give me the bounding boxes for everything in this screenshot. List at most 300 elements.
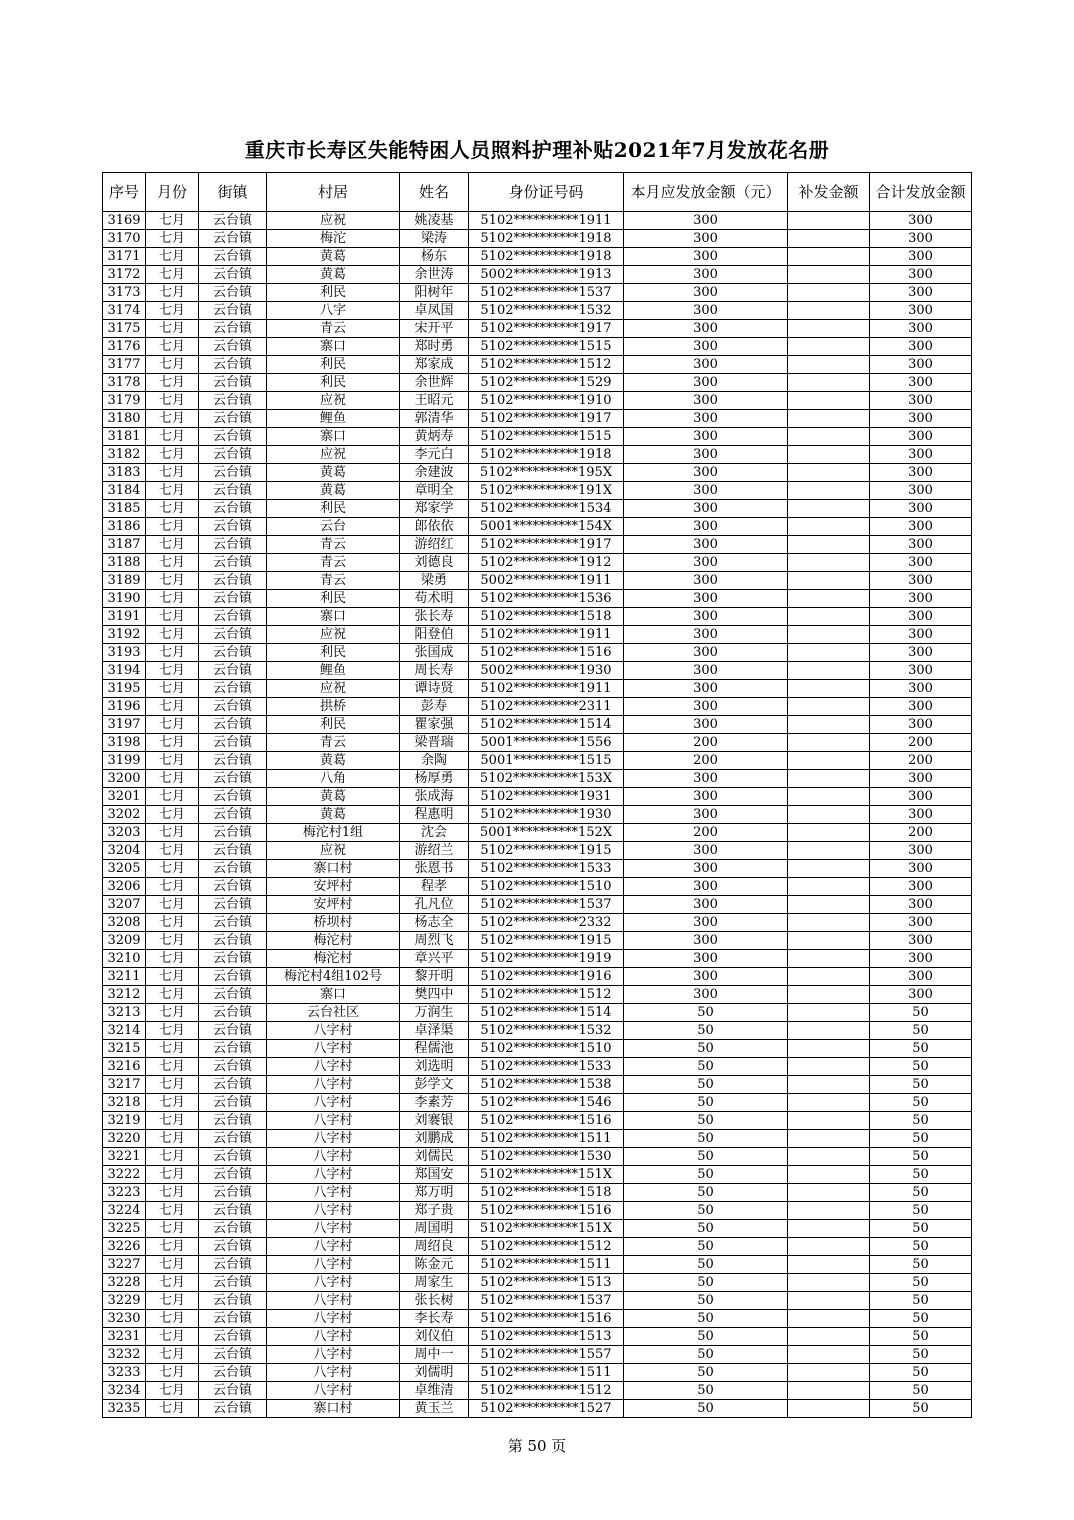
village-cell: 八字村	[267, 1040, 400, 1058]
supplement-amount-cell	[788, 356, 870, 374]
month-cell: 七月	[146, 788, 199, 806]
table-row	[103, 698, 972, 716]
month-cell: 七月	[146, 230, 199, 248]
name-cell: 刘选明	[400, 1058, 469, 1076]
supplement-amount-cell	[788, 662, 870, 680]
serial-number-cell: 3189	[103, 572, 146, 590]
total-amount-cell: 300	[870, 428, 972, 446]
name-cell: 卓泽渠	[400, 1022, 469, 1040]
monthly-amount-cell: 300	[624, 482, 788, 500]
table-row	[103, 374, 972, 392]
monthly-amount-cell: 300	[624, 626, 788, 644]
monthly-amount-cell: 50	[624, 1058, 788, 1076]
id-number-cell: 5102**********1514	[469, 716, 624, 734]
monthly-amount-cell: 50	[624, 1292, 788, 1310]
table-row	[103, 1148, 972, 1166]
village-cell: 八字村	[267, 1148, 400, 1166]
name-cell: 瞿家强	[400, 716, 469, 734]
id-number-cell: 5102**********1532	[469, 302, 624, 320]
table-row	[103, 536, 972, 554]
table-row	[103, 716, 972, 734]
table-row	[103, 824, 972, 842]
month-cell: 七月	[146, 608, 199, 626]
village-cell: 八字村	[267, 1184, 400, 1202]
month-cell: 七月	[146, 1148, 199, 1166]
total-amount-cell: 300	[870, 302, 972, 320]
serial-number-cell: 3184	[103, 482, 146, 500]
table-row	[103, 302, 972, 320]
column-header: 合计发放金额	[870, 173, 972, 212]
id-number-cell: 5102**********1911	[469, 680, 624, 698]
total-amount-cell: 300	[870, 770, 972, 788]
village-cell: 桥坝村	[267, 914, 400, 932]
monthly-amount-cell: 50	[624, 1382, 788, 1400]
town-cell: 云台镇	[199, 212, 267, 230]
monthly-amount-cell: 300	[624, 374, 788, 392]
total-amount-cell: 50	[870, 1292, 972, 1310]
monthly-amount-cell: 300	[624, 878, 788, 896]
serial-number-cell: 3179	[103, 392, 146, 410]
town-cell: 云台镇	[199, 230, 267, 248]
village-cell: 八字村	[267, 1238, 400, 1256]
supplement-amount-cell	[788, 374, 870, 392]
id-number-cell: 5102**********195X	[469, 464, 624, 482]
monthly-amount-cell: 50	[624, 1112, 788, 1130]
month-cell: 七月	[146, 338, 199, 356]
table-row	[103, 1022, 972, 1040]
serial-number-cell: 3175	[103, 320, 146, 338]
serial-number-cell: 3233	[103, 1364, 146, 1382]
village-cell: 黄葛	[267, 752, 400, 770]
serial-number-cell: 3234	[103, 1382, 146, 1400]
month-cell: 七月	[146, 374, 199, 392]
month-cell: 七月	[146, 428, 199, 446]
month-cell: 七月	[146, 1310, 199, 1328]
id-number-cell: 5102**********2311	[469, 698, 624, 716]
serial-number-cell: 3228	[103, 1274, 146, 1292]
name-cell: 卓维清	[400, 1382, 469, 1400]
serial-number-cell: 3195	[103, 680, 146, 698]
month-cell: 七月	[146, 644, 199, 662]
supplement-amount-cell	[788, 284, 870, 302]
name-cell: 张成海	[400, 788, 469, 806]
name-cell: 王昭元	[400, 392, 469, 410]
month-cell: 七月	[146, 356, 199, 374]
village-cell: 八字村	[267, 1220, 400, 1238]
total-amount-cell: 300	[870, 248, 972, 266]
id-number-cell: 5102**********1513	[469, 1274, 624, 1292]
serial-number-cell: 3173	[103, 284, 146, 302]
table-row	[103, 644, 972, 662]
table-row	[103, 932, 972, 950]
town-cell: 云台镇	[199, 824, 267, 842]
serial-number-cell: 3200	[103, 770, 146, 788]
id-number-cell: 5102**********1930	[469, 806, 624, 824]
table-row	[103, 410, 972, 428]
town-cell: 云台镇	[199, 536, 267, 554]
town-cell: 云台镇	[199, 1184, 267, 1202]
table-row	[103, 878, 972, 896]
serial-number-cell: 3192	[103, 626, 146, 644]
village-cell: 八字村	[267, 1112, 400, 1130]
table-row	[103, 1202, 972, 1220]
monthly-amount-cell: 300	[624, 716, 788, 734]
monthly-amount-cell: 200	[624, 734, 788, 752]
table-row	[103, 1256, 972, 1274]
table-row	[103, 860, 972, 878]
id-number-cell: 5102**********153X	[469, 770, 624, 788]
serial-number-cell: 3203	[103, 824, 146, 842]
table-row	[103, 1364, 972, 1382]
table-row	[103, 662, 972, 680]
village-cell: 拱桥	[267, 698, 400, 716]
name-cell: 余建波	[400, 464, 469, 482]
monthly-amount-cell: 300	[624, 446, 788, 464]
supplement-amount-cell	[788, 1346, 870, 1364]
monthly-amount-cell: 300	[624, 608, 788, 626]
town-cell: 云台镇	[199, 968, 267, 986]
id-number-cell: 5102**********1530	[469, 1148, 624, 1166]
name-cell: 张恩书	[400, 860, 469, 878]
supplement-amount-cell	[788, 1022, 870, 1040]
name-cell: 游绍红	[400, 536, 469, 554]
serial-number-cell: 3183	[103, 464, 146, 482]
table-row	[103, 266, 972, 284]
serial-number-cell: 3202	[103, 806, 146, 824]
monthly-amount-cell: 50	[624, 1040, 788, 1058]
month-cell: 七月	[146, 572, 199, 590]
supplement-amount-cell	[788, 212, 870, 230]
village-cell: 黄葛	[267, 482, 400, 500]
month-cell: 七月	[146, 392, 199, 410]
village-cell: 应祝	[267, 626, 400, 644]
id-number-cell: 5002**********1911	[469, 572, 624, 590]
monthly-amount-cell: 300	[624, 392, 788, 410]
serial-number-cell: 3235	[103, 1400, 146, 1418]
supplement-amount-cell	[788, 1364, 870, 1382]
town-cell: 云台镇	[199, 1220, 267, 1238]
serial-number-cell: 3225	[103, 1220, 146, 1238]
name-cell: 郑国安	[400, 1166, 469, 1184]
name-cell: 宋开平	[400, 320, 469, 338]
month-cell: 七月	[146, 878, 199, 896]
table-row	[103, 392, 972, 410]
town-cell: 云台镇	[199, 860, 267, 878]
id-number-cell: 5102**********1516	[469, 1112, 624, 1130]
table-row	[103, 1130, 972, 1148]
name-cell: 杨志全	[400, 914, 469, 932]
town-cell: 云台镇	[199, 1274, 267, 1292]
town-cell: 云台镇	[199, 428, 267, 446]
id-number-cell: 5102**********1537	[469, 1292, 624, 1310]
month-cell: 七月	[146, 914, 199, 932]
village-cell: 黄葛	[267, 806, 400, 824]
supplement-amount-cell	[788, 1202, 870, 1220]
monthly-amount-cell: 300	[624, 842, 788, 860]
month-cell: 七月	[146, 1022, 199, 1040]
name-cell: 刘儒明	[400, 1364, 469, 1382]
supplement-amount-cell	[788, 1310, 870, 1328]
supplement-amount-cell	[788, 500, 870, 518]
town-cell: 云台镇	[199, 806, 267, 824]
village-cell: 八字村	[267, 1202, 400, 1220]
serial-number-cell: 3230	[103, 1310, 146, 1328]
month-cell: 七月	[146, 284, 199, 302]
supplement-amount-cell	[788, 1076, 870, 1094]
serial-number-cell: 3171	[103, 248, 146, 266]
village-cell: 八字村	[267, 1130, 400, 1148]
serial-number-cell: 3205	[103, 860, 146, 878]
total-amount-cell: 50	[870, 1184, 972, 1202]
village-cell: 青云	[267, 536, 400, 554]
town-cell: 云台镇	[199, 1112, 267, 1130]
month-cell: 七月	[146, 734, 199, 752]
total-amount-cell: 300	[870, 680, 972, 698]
supplement-amount-cell	[788, 248, 870, 266]
total-amount-cell: 300	[870, 284, 972, 302]
total-amount-cell: 300	[870, 482, 972, 500]
id-number-cell: 5102**********1515	[469, 428, 624, 446]
supplement-amount-cell	[788, 770, 870, 788]
monthly-amount-cell: 300	[624, 770, 788, 788]
total-amount-cell: 300	[870, 788, 972, 806]
village-cell: 应祝	[267, 842, 400, 860]
total-amount-cell: 50	[870, 1022, 972, 1040]
supplement-amount-cell	[788, 1328, 870, 1346]
serial-number-cell: 3204	[103, 842, 146, 860]
village-cell: 八字村	[267, 1094, 400, 1112]
supplement-amount-cell	[788, 1166, 870, 1184]
id-number-cell: 5102**********1513	[469, 1328, 624, 1346]
monthly-amount-cell: 50	[624, 1346, 788, 1364]
total-amount-cell: 50	[870, 1166, 972, 1184]
town-cell: 云台镇	[199, 1130, 267, 1148]
id-number-cell: 5102**********1537	[469, 284, 624, 302]
village-cell: 黄葛	[267, 788, 400, 806]
table-row	[103, 626, 972, 644]
town-cell: 云台镇	[199, 446, 267, 464]
total-amount-cell: 300	[870, 230, 972, 248]
name-cell: 刘仪伯	[400, 1328, 469, 1346]
name-cell: 黄炳寿	[400, 428, 469, 446]
total-amount-cell: 300	[870, 500, 972, 518]
name-cell: 周烈飞	[400, 932, 469, 950]
month-cell: 七月	[146, 1202, 199, 1220]
town-cell: 云台镇	[199, 662, 267, 680]
id-number-cell: 5001**********1556	[469, 734, 624, 752]
village-cell: 应祝	[267, 392, 400, 410]
village-cell: 寨口	[267, 338, 400, 356]
column-header: 村居	[267, 173, 400, 212]
serial-number-cell: 3197	[103, 716, 146, 734]
table-row	[103, 500, 972, 518]
table-row	[103, 572, 972, 590]
total-amount-cell: 300	[870, 878, 972, 896]
total-amount-cell: 50	[870, 1130, 972, 1148]
town-cell: 云台镇	[199, 1238, 267, 1256]
serial-number-cell: 3231	[103, 1328, 146, 1346]
total-amount-cell: 300	[870, 914, 972, 932]
table-row	[103, 338, 972, 356]
serial-number-cell: 3196	[103, 698, 146, 716]
village-cell: 利民	[267, 284, 400, 302]
table-row	[103, 320, 972, 338]
month-cell: 七月	[146, 536, 199, 554]
serial-number-cell: 3218	[103, 1094, 146, 1112]
id-number-cell: 5102**********1917	[469, 536, 624, 554]
village-cell: 寨口村	[267, 1400, 400, 1418]
serial-number-cell: 3212	[103, 986, 146, 1004]
id-number-cell: 5102**********1529	[469, 374, 624, 392]
village-cell: 安坪村	[267, 896, 400, 914]
table-row	[103, 1328, 972, 1346]
id-number-cell: 5102**********1516	[469, 1310, 624, 1328]
id-number-cell: 5001**********152X	[469, 824, 624, 842]
monthly-amount-cell: 300	[624, 896, 788, 914]
serial-number-cell: 3226	[103, 1238, 146, 1256]
month-cell: 七月	[146, 266, 199, 284]
column-header: 补发金额	[788, 173, 870, 212]
total-amount-cell: 300	[870, 806, 972, 824]
village-cell: 黄葛	[267, 266, 400, 284]
id-number-cell: 5102**********151X	[469, 1166, 624, 1184]
table-row	[103, 1220, 972, 1238]
id-number-cell: 5102**********1511	[469, 1130, 624, 1148]
month-cell: 七月	[146, 1166, 199, 1184]
town-cell: 云台镇	[199, 1058, 267, 1076]
name-cell: 张国成	[400, 644, 469, 662]
monthly-amount-cell: 300	[624, 932, 788, 950]
month-cell: 七月	[146, 518, 199, 536]
town-cell: 云台镇	[199, 752, 267, 770]
table-row	[103, 356, 972, 374]
town-cell: 云台镇	[199, 356, 267, 374]
month-cell: 七月	[146, 320, 199, 338]
monthly-amount-cell: 300	[624, 806, 788, 824]
serial-number-cell: 3227	[103, 1256, 146, 1274]
town-cell: 云台镇	[199, 698, 267, 716]
id-number-cell: 5002**********1930	[469, 662, 624, 680]
month-cell: 七月	[146, 896, 199, 914]
id-number-cell: 5102**********1931	[469, 788, 624, 806]
name-cell: 李长寿	[400, 1310, 469, 1328]
supplement-amount-cell	[788, 1004, 870, 1022]
table-row	[103, 482, 972, 500]
id-number-cell: 5102**********1538	[469, 1076, 624, 1094]
total-amount-cell: 50	[870, 1004, 972, 1022]
name-cell: 周长寿	[400, 662, 469, 680]
supplement-amount-cell	[788, 536, 870, 554]
monthly-amount-cell: 50	[624, 1310, 788, 1328]
id-number-cell: 5102**********1536	[469, 590, 624, 608]
supplement-amount-cell	[788, 1220, 870, 1238]
table-row	[103, 752, 972, 770]
month-cell: 七月	[146, 1292, 199, 1310]
supplement-amount-cell	[788, 1184, 870, 1202]
id-number-cell: 5102**********1512	[469, 356, 624, 374]
serial-number-cell: 3217	[103, 1076, 146, 1094]
town-cell: 云台镇	[199, 734, 267, 752]
town-cell: 云台镇	[199, 302, 267, 320]
name-cell: 杨厚勇	[400, 770, 469, 788]
town-cell: 云台镇	[199, 1292, 267, 1310]
supplement-amount-cell	[788, 1382, 870, 1400]
supplement-amount-cell	[788, 1238, 870, 1256]
supplement-amount-cell	[788, 1112, 870, 1130]
monthly-amount-cell: 50	[624, 1184, 788, 1202]
supplement-amount-cell	[788, 554, 870, 572]
name-cell: 彭寿	[400, 698, 469, 716]
table-row	[103, 1166, 972, 1184]
town-cell: 云台镇	[199, 1400, 267, 1418]
name-cell: 姚凌基	[400, 212, 469, 230]
village-cell: 云台	[267, 518, 400, 536]
table-row	[103, 1112, 972, 1130]
supplement-amount-cell	[788, 1292, 870, 1310]
table-row	[103, 986, 972, 1004]
id-number-cell: 5102**********1915	[469, 842, 624, 860]
monthly-amount-cell: 300	[624, 338, 788, 356]
id-number-cell: 5102**********1516	[469, 1202, 624, 1220]
id-number-cell: 5102**********1527	[469, 1400, 624, 1418]
total-amount-cell: 300	[870, 554, 972, 572]
id-number-cell: 5102**********1537	[469, 896, 624, 914]
table-row	[103, 680, 972, 698]
name-cell: 孔凡位	[400, 896, 469, 914]
id-number-cell: 5102**********1546	[469, 1094, 624, 1112]
month-cell: 七月	[146, 1346, 199, 1364]
id-number-cell: 5102**********1915	[469, 932, 624, 950]
serial-number-cell: 3177	[103, 356, 146, 374]
village-cell: 寨口村	[267, 860, 400, 878]
village-cell: 黄葛	[267, 248, 400, 266]
total-amount-cell: 50	[870, 1364, 972, 1382]
supplement-amount-cell	[788, 626, 870, 644]
town-cell: 云台镇	[199, 392, 267, 410]
id-number-cell: 5102**********1557	[469, 1346, 624, 1364]
month-cell: 七月	[146, 590, 199, 608]
village-cell: 八字村	[267, 1022, 400, 1040]
town-cell: 云台镇	[199, 572, 267, 590]
table-row	[103, 914, 972, 932]
name-cell: 郎依依	[400, 518, 469, 536]
table-row	[103, 284, 972, 302]
table-row	[103, 1076, 972, 1094]
month-cell: 七月	[146, 410, 199, 428]
town-cell: 云台镇	[199, 932, 267, 950]
serial-number-cell: 3209	[103, 932, 146, 950]
serial-number-cell: 3208	[103, 914, 146, 932]
table-row	[103, 734, 972, 752]
monthly-amount-cell: 300	[624, 320, 788, 338]
month-cell: 七月	[146, 1382, 199, 1400]
supplement-amount-cell	[788, 896, 870, 914]
monthly-amount-cell: 300	[624, 464, 788, 482]
id-number-cell: 5102**********1510	[469, 878, 624, 896]
month-cell: 七月	[146, 824, 199, 842]
monthly-amount-cell: 50	[624, 1256, 788, 1274]
monthly-amount-cell: 300	[624, 950, 788, 968]
month-cell: 七月	[146, 698, 199, 716]
supplement-amount-cell	[788, 518, 870, 536]
village-cell: 八角	[267, 770, 400, 788]
total-amount-cell: 300	[870, 572, 972, 590]
village-cell: 利民	[267, 590, 400, 608]
month-cell: 七月	[146, 1130, 199, 1148]
supplement-amount-cell	[788, 860, 870, 878]
supplement-amount-cell	[788, 428, 870, 446]
supplement-amount-cell	[788, 680, 870, 698]
